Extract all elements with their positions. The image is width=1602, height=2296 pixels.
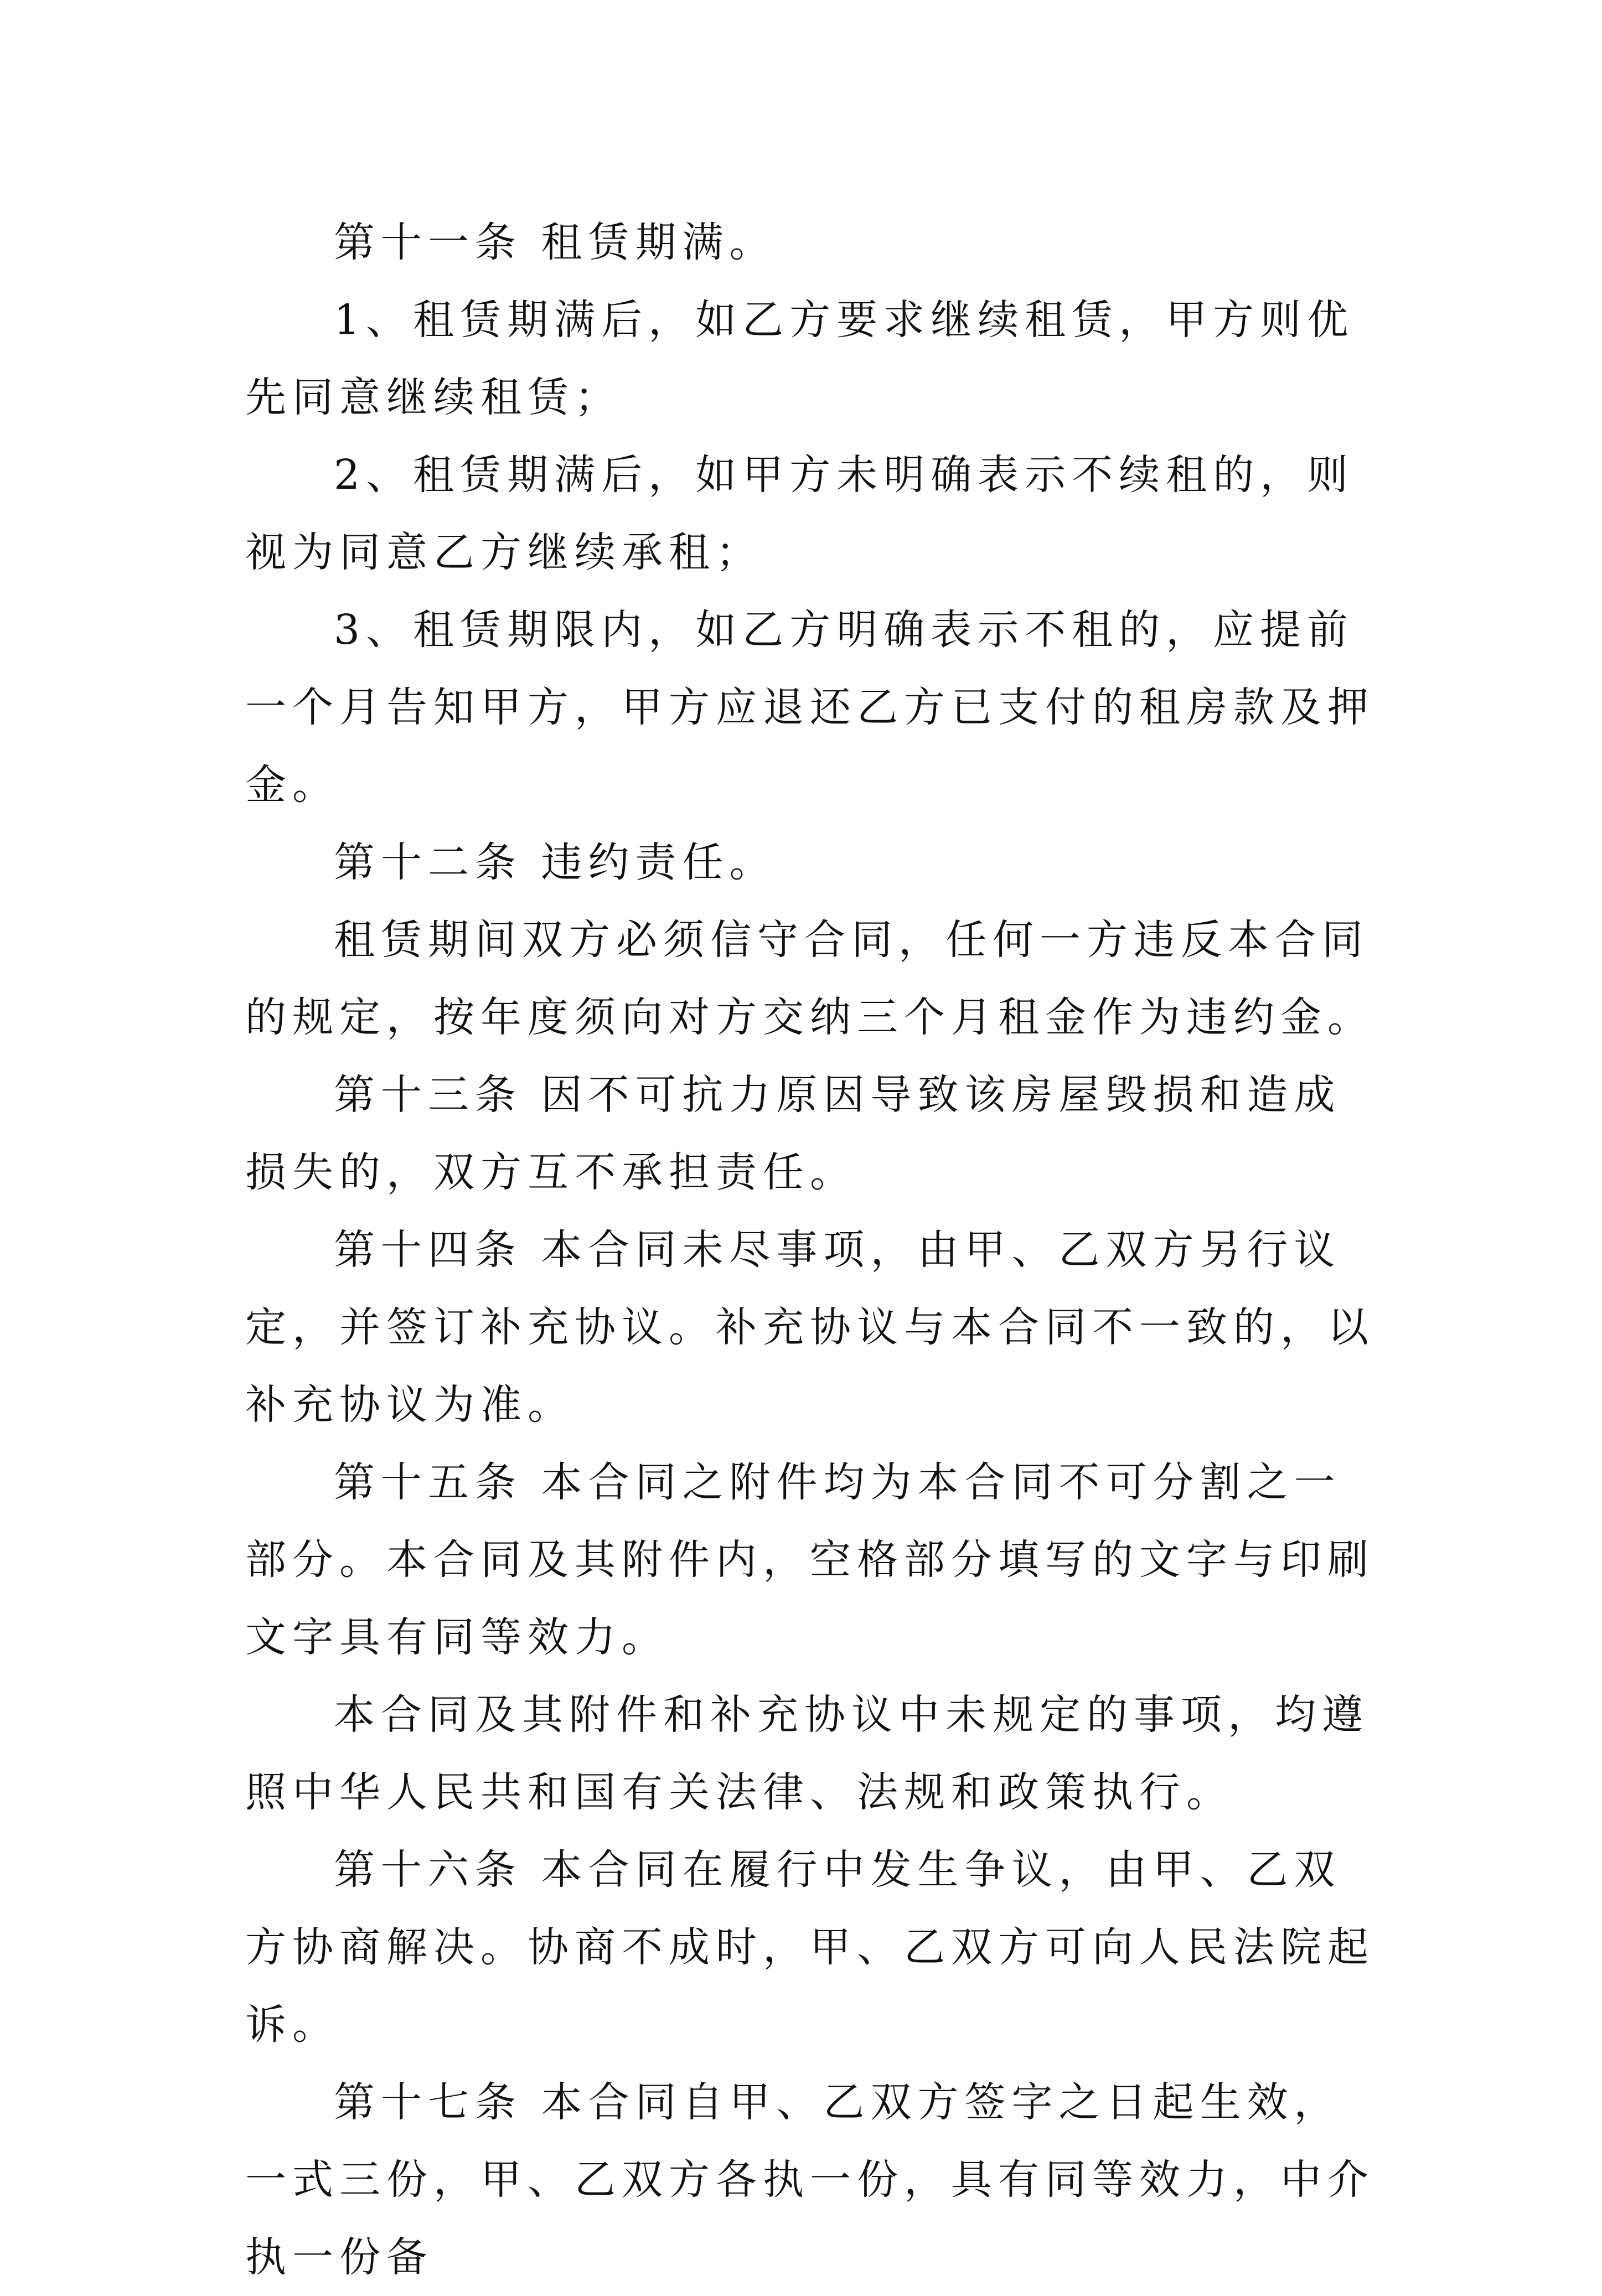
contract-body xyxy=(245,204,1384,2296)
article-12-heading: 第十二条 违约责任。 xyxy=(334,839,777,886)
article-15: 第十五条 本合同之附件均为本合同不可分割之一部分。本合同及其附件内，空格部分填写的文字与印刷文字具有同等效力。 xyxy=(245,1459,1374,1661)
article-11-item-1: 1、租赁期满后，如乙方要求继续租赁，甲方则优先同意继续租赁； xyxy=(245,296,1355,421)
article-16: 第十六条 本合同在履行中发生争议，由甲、乙双方协商解决。协商不成时，甲、乙双方可向人民法院起诉。 xyxy=(245,1846,1374,2049)
article-17: 第十七条 本合同自甲、乙双方签字之日起生效，一式三份，甲、乙双方各执一份，具有同等效力，中介执一份备 xyxy=(245,2078,1374,2281)
article-11-item-3: 3、租赁期限内，如乙方明确表示不租的，应提前一个月告知甲方，甲方应退还乙方已支付的租房款及押金。 xyxy=(245,606,1374,809)
article-12-body: 租赁期间双方必须信守合同，任何一方违反本合同的规定，按年度须向对方交纳三个月租金作为违约金。 xyxy=(245,916,1374,1041)
article-13: 第十三条 因不可抗力原因导致该房屋毁损和造成损失的，双方互不承担责任。 xyxy=(245,1071,1341,1196)
article-11-item-2: 2、租赁期满后，如甲方未明确表示不续租的，则视为同意乙方继续承租； xyxy=(245,451,1355,576)
article-14: 第十四条 本合同未尽事项，由甲、乙双方另行议定，并签订补充协议。补充协议与本合同不一致的，以补充协议为准。 xyxy=(245,1226,1374,1429)
article-11-heading: 第十一条 租赁期满。 xyxy=(334,219,777,266)
article-15-supplement: 本合同及其附件和补充协议中未规定的事项，均遵照中华人民共和国有关法律、法规和政策执行。 xyxy=(245,1691,1369,1816)
